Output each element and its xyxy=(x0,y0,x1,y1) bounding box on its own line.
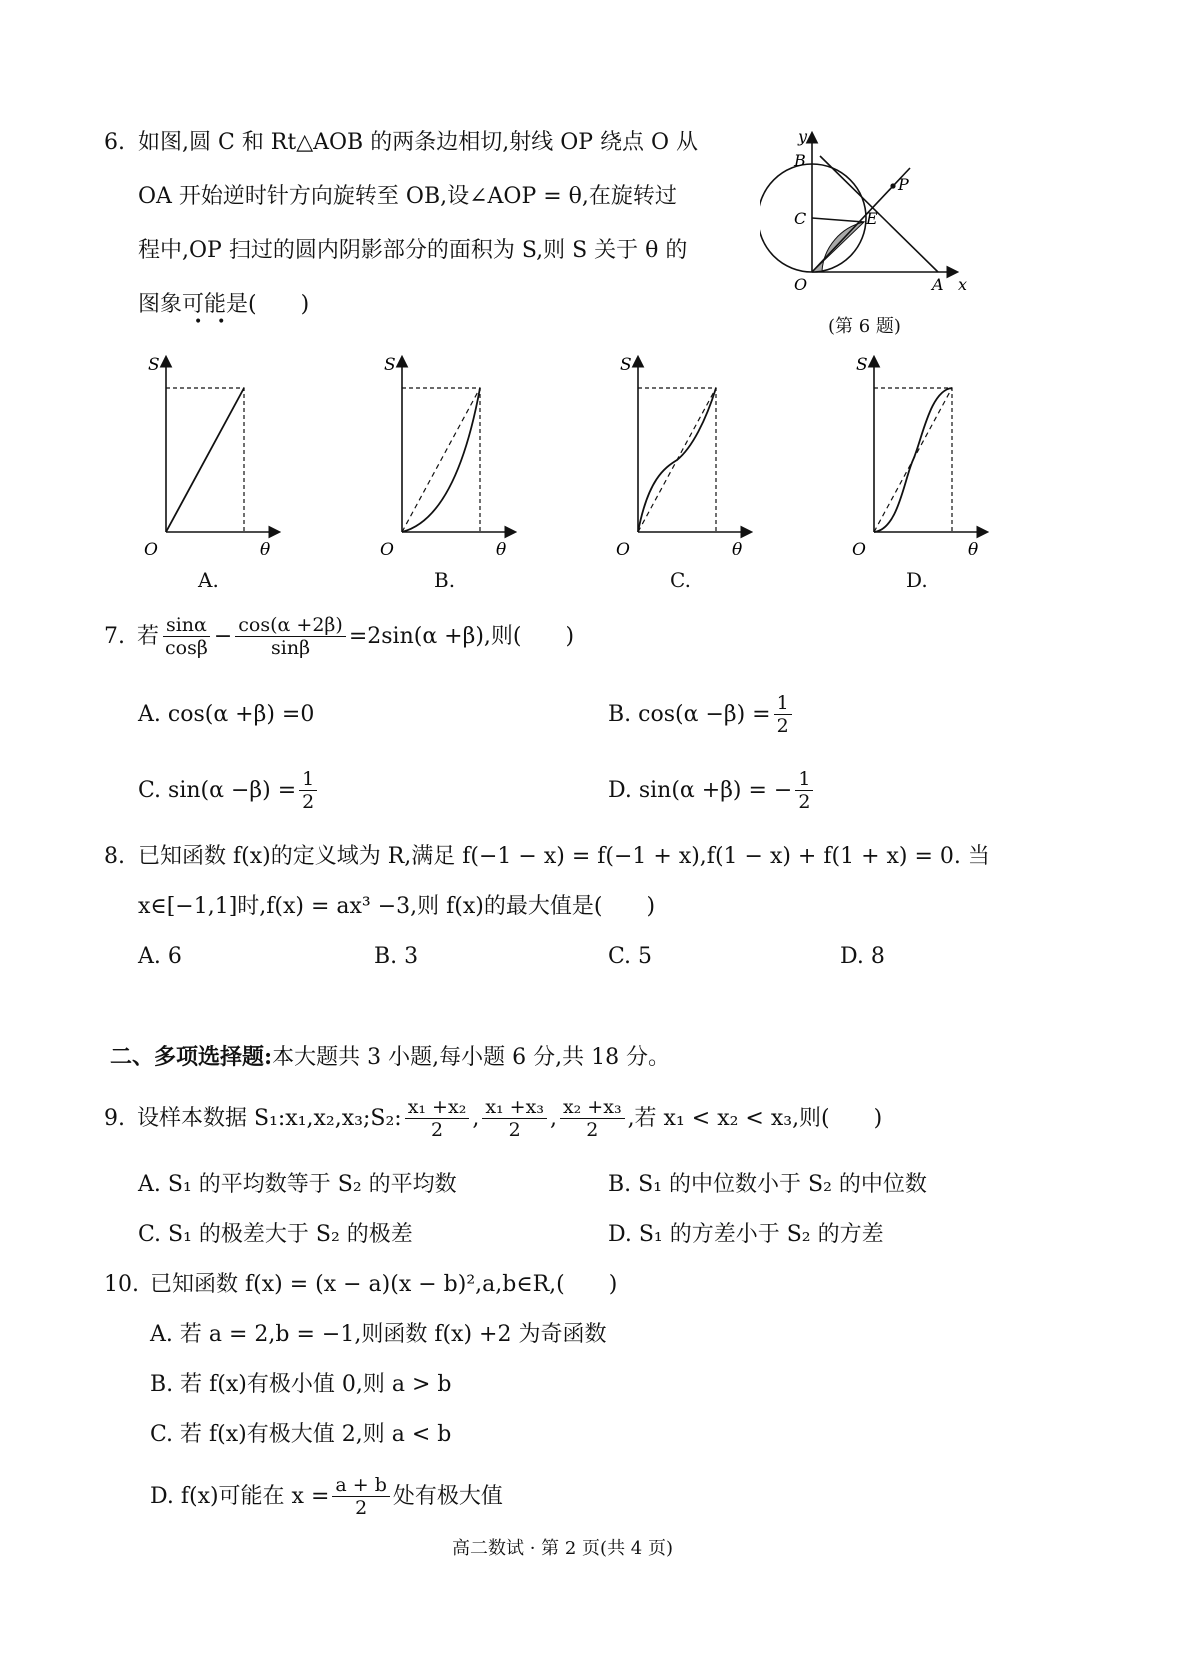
q10-option-a: A. 若 a = 2,b = −1,则函数 f(x) +2 为奇函数 xyxy=(150,1322,607,1347)
q8-option-a: A. 6 xyxy=(138,944,182,969)
graph-c-theta: θ xyxy=(732,540,743,560)
q10-optd-frac xyxy=(332,1474,390,1519)
graph-option-d xyxy=(838,350,998,570)
graph-a-theta: θ xyxy=(260,540,271,560)
graph-b-s: S xyxy=(384,355,396,375)
q10-optd-pre: D. f(x)可能在 x = xyxy=(150,1483,330,1509)
fig-label-e: E xyxy=(866,209,878,228)
q7-suffix: =2sin(α +β),则( ) xyxy=(348,623,575,649)
q6-number: 6. xyxy=(104,130,125,155)
q8-option-b: B. 3 xyxy=(374,944,419,969)
q7-optb-frac xyxy=(774,692,792,737)
q7-fraction-1 xyxy=(162,614,211,659)
fig-label-a: A xyxy=(932,275,944,294)
q7-prefix: 若 xyxy=(137,623,160,649)
graph-d-o: O xyxy=(852,540,866,560)
q10-optd-den: 2 xyxy=(355,1497,368,1519)
q9-frac-2 xyxy=(482,1096,547,1141)
q9-frac-2-num: x₁ +x₃ xyxy=(482,1096,547,1119)
q7-f1-den: cosβ xyxy=(165,637,208,659)
q6-figure xyxy=(760,128,1000,298)
q7-optd-text: D. sin(α +β) = − xyxy=(608,777,793,803)
q9-frac-2-den: 2 xyxy=(508,1119,521,1141)
q7-optc-den: 2 xyxy=(302,791,315,813)
graph-a-o: O xyxy=(144,540,158,560)
q6-line-1: 如图,圆 C 和 Rt△AOB 的两条边相切,射线 OP 绕点 O 从 xyxy=(138,130,699,155)
q10-stem: 已知函数 f(x) = (x − a)(x − b)²,a,b∈R,( ) xyxy=(150,1272,618,1297)
graph-d-theta: θ xyxy=(968,540,979,560)
curve-a xyxy=(166,388,244,532)
q7-f1-num: sinα xyxy=(163,614,210,637)
q9-option-c: C. S₁ 的极差大于 S₂ 的极差 xyxy=(138,1222,413,1247)
q10-number: 10. xyxy=(104,1272,139,1297)
q6-line-2: OA 开始逆时针方向旋转至 OB,设∠AOP = θ,在旋转过 xyxy=(138,184,677,209)
q9-number: 9. xyxy=(104,1105,125,1131)
graph-d-s: S xyxy=(856,355,868,375)
graph-option-b xyxy=(366,350,526,570)
q7-optb-num: 1 xyxy=(774,692,792,715)
graph-option-a xyxy=(130,350,290,570)
q8-option-c: C. 5 xyxy=(608,944,653,969)
emphasis-dots: • • xyxy=(194,314,228,330)
fig-label-x: x xyxy=(958,275,968,294)
graph-option-c xyxy=(602,350,762,570)
q7-option-c xyxy=(138,768,320,813)
q8-option-d: D. 8 xyxy=(840,944,885,969)
q9-sep-2: , xyxy=(549,1105,557,1131)
q8-line-2: x∈[−1,1]时,f(x) = ax³ −3,则 f(x)的最大值是( ) xyxy=(138,894,656,919)
q9-frac-1-num: x₁ +x₂ xyxy=(405,1096,470,1119)
page-footer: 高二数试 · 第 2 页(共 4 页) xyxy=(452,1538,674,1559)
q8-number: 8. xyxy=(104,844,125,869)
q10-optd-num: a + b xyxy=(332,1474,390,1497)
q7-optd-frac xyxy=(795,768,813,813)
graph-a-label: A. xyxy=(198,568,219,592)
q7-optc-text: C. sin(α −β) = xyxy=(138,777,297,803)
q10-option-c: C. 若 f(x)有极大值 2,则 a < b xyxy=(150,1422,452,1447)
q8-line-1: 已知函数 f(x)的定义域为 R,满足 f(−1 − x) = f(−1 + x),f(1 − x) + f(1 + x) = 0. 当 xyxy=(138,844,990,869)
q7-option-a: A. cos(α +β) =0 xyxy=(138,702,315,727)
q9-frac-3-num: x₂ +x₃ xyxy=(560,1096,625,1119)
graph-b-label: B. xyxy=(434,568,456,592)
section-2-heading xyxy=(110,1042,670,1073)
q9-option-b: B. S₁ 的中位数小于 S₂ 的中位数 xyxy=(608,1172,927,1197)
q9-stem xyxy=(104,1096,882,1141)
q6-figure-caption: (第 6 题) xyxy=(828,316,901,337)
q9-frac-3-den: 2 xyxy=(586,1119,599,1141)
q7-optb-text: B. cos(α −β) = xyxy=(608,701,771,727)
q7-optc-frac xyxy=(299,768,317,813)
q9-frac-1 xyxy=(405,1096,470,1141)
q6-line-3: 程中,OP 扫过的圆内阴影部分的面积为 S,则 S 关于 θ 的 xyxy=(138,238,688,263)
q9-suffix: ,若 x₁ < x₂ < x₃,则( ) xyxy=(627,1105,883,1131)
q10-option-b: B. 若 f(x)有极小值 0,则 a > b xyxy=(150,1372,452,1397)
q7-number: 7. xyxy=(104,623,125,649)
fig-label-c: C xyxy=(794,209,807,228)
graph-c-s: S xyxy=(620,355,632,375)
q9-frac-3 xyxy=(560,1096,625,1141)
q9-option-a: A. S₁ 的平均数等于 S₂ 的平均数 xyxy=(138,1172,457,1197)
q7-fraction-2 xyxy=(235,614,346,659)
q7-option-b xyxy=(608,692,795,737)
segment-ab xyxy=(820,156,938,272)
fig-label-o: O xyxy=(794,275,808,294)
graph-b-o: O xyxy=(380,540,394,560)
q9-frac-1-den: 2 xyxy=(430,1119,444,1141)
q9-option-d: D. S₁ 的方差小于 S₂ 的方差 xyxy=(608,1222,884,1247)
graph-d-label: D. xyxy=(906,568,928,592)
segment-ce xyxy=(812,218,864,222)
point-p xyxy=(890,183,895,188)
q10-optd-post: 处有极大值 xyxy=(392,1483,503,1509)
fig-label-y: y xyxy=(798,128,808,146)
q6-line-4: 图象可能是( ) xyxy=(138,292,310,317)
q7-minus: − xyxy=(213,623,233,649)
q7-optc-num: 1 xyxy=(299,768,317,791)
ray-op xyxy=(812,168,910,272)
q7-optd-den: 2 xyxy=(798,791,811,813)
q7-f2-num: cos(α +2β) xyxy=(235,614,346,637)
section-2-desc: 本大题共 3 小题,每小题 6 分,共 18 分。 xyxy=(272,1045,671,1070)
section-2-title: 二、多项选择题: xyxy=(110,1044,273,1070)
fig-label-b: B xyxy=(794,151,806,170)
graph-a-s: S xyxy=(148,355,160,375)
q9-sep-1: , xyxy=(472,1105,480,1131)
q7-optb-den: 2 xyxy=(776,715,789,737)
fig-label-p: P xyxy=(898,175,909,194)
q7-stem xyxy=(104,614,574,659)
q7-option-d xyxy=(608,768,816,813)
q7-f2-den: sinβ xyxy=(271,637,311,659)
q10-option-d xyxy=(150,1474,503,1519)
graph-c-label: C. xyxy=(670,568,691,592)
q7-optd-num: 1 xyxy=(795,768,813,791)
graph-c-o: O xyxy=(616,540,630,560)
graph-b-theta: θ xyxy=(496,540,507,560)
q9-prefix: 设样本数据 S₁:x₁,x₂,x₃;S₂: xyxy=(137,1105,402,1131)
